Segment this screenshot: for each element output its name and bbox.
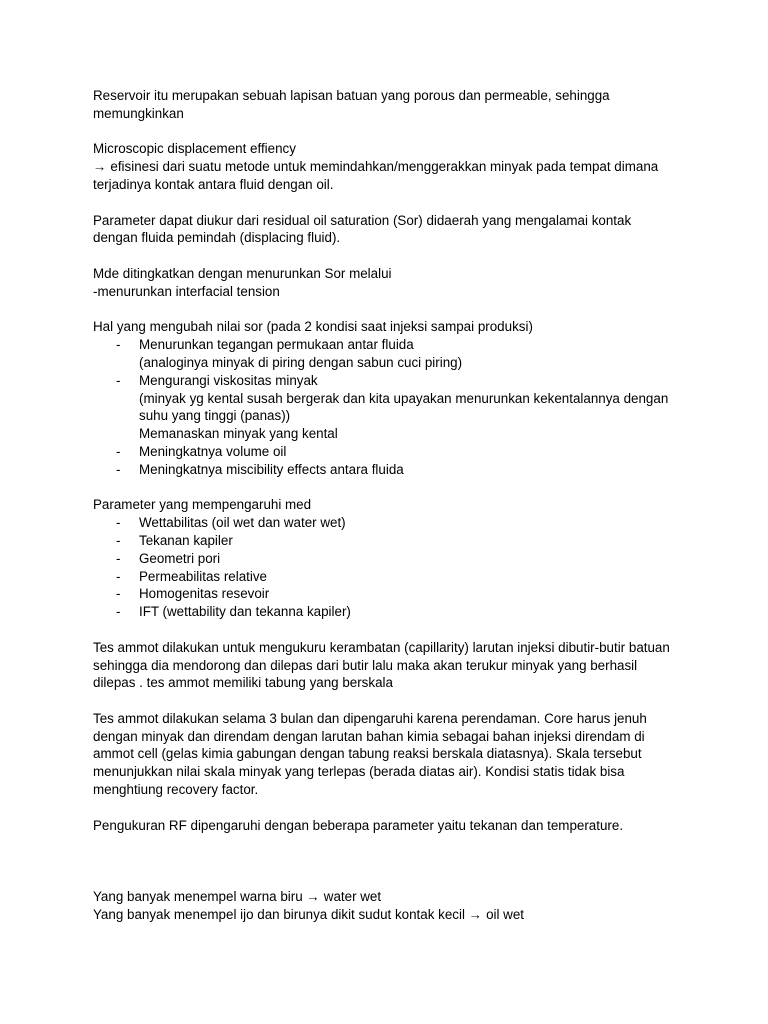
paragraph-mde-definition: → efisinesi dari suatu metode untuk memindahkan/menggerakkan minyak pada tempat dimana terjadinya kontak antara fluid dengan oil. bbox=[93, 159, 659, 192]
paragraph-mde-increase-sub: -menurunkan interfacial tension bbox=[93, 283, 280, 299]
paragraph-water-wet: Yang banyak menempel warna biru → water wet bbox=[93, 888, 382, 904]
heading-mde: Microscopic displacement effiency bbox=[93, 141, 296, 157]
list-item: - Tekanan kapiler bbox=[93, 532, 673, 550]
list-item: - Homogenitas resevoir bbox=[93, 585, 673, 603]
med-list bbox=[93, 514, 673, 621]
paragraph-parameter: Parameter dapat diukur dari residual oil saturation (Sor) didaerah yang mengalamai kontak dengan fluida pemindah (displacing fluid). bbox=[93, 212, 632, 246]
paragraph-oil-wet: Yang banyak menempel ijo dan birunya dikit sudut kontak kecil → oil wet bbox=[93, 906, 525, 922]
paragraph-ammot-1: Tes ammot dilakukan untuk mengukuru kerambatan (capillarity) larutan injeksi dibutir-butir batuan sehingga dia mendorong dan dilepas dari butir lalu maka akan terukur minyak yang berhasil dilepas . tes ammot memiliki tabung yang berskala bbox=[93, 639, 670, 691]
list-item: - IFT (wettability dan tekanna kapiler) bbox=[93, 603, 673, 621]
list-item-note: (minyak yg kental susah bergerak dan kita upayakan menurunkan kekentalannya dengan suhu yang tinggi (panas)) bbox=[139, 390, 669, 424]
document-body bbox=[93, 87, 673, 923]
arrow-icon: → bbox=[93, 159, 107, 175]
paragraph-mde-increase: Mde ditingkatkan dengan menurunkan Sor melalui bbox=[93, 265, 392, 281]
paragraph-ammot-2: Tes ammot dilakukan selama 3 bulan dan dipengaruhi karena perendaman. Core harus jenuh dengan minyak dan direndam dengan larutan bahan kimia sebagai bahan injeksi direndam di ammot cell (gelas kimia gabungan dengan tabung reaksi berskala diatasnya). Skala tersebut menunjukkan nilai skala minyak yang terlepas (berada diatas air). Kondisi statis tidak bisa menghtiung recovery factor. bbox=[93, 710, 647, 798]
paragraph-reservoir: Reservoir itu merupakan sebuah lapisan batuan yang porous dan permeable, sehingga memungkinkan bbox=[93, 88, 610, 121]
list-item: - Geometri pori bbox=[93, 550, 673, 568]
list-item-note: Memanaskan minyak yang kental bbox=[139, 426, 338, 442]
list-item: - Permeabilitas relative bbox=[93, 568, 673, 586]
list-item: - Mengurangi viskositas minyak bbox=[93, 372, 673, 390]
sor-list bbox=[93, 336, 673, 354]
list-item: - Meningkatnya miscibility effects antara fluida bbox=[93, 461, 673, 479]
list-item: - Menurunkan tegangan permukaan antar fluida bbox=[93, 336, 673, 354]
list-item: - Wettabilitas (oil wet dan water wet) bbox=[93, 514, 673, 532]
paragraph-rf: Pengukuran RF dipengaruhi dengan beberapa parameter yaitu tekanan dan temperature. bbox=[93, 817, 624, 833]
arrow-icon: → bbox=[468, 906, 483, 922]
heading-sor: Hal yang mengubah nilai sor (pada 2 kondisi saat injeksi sampai produksi) bbox=[93, 319, 533, 335]
list-item: - Meningkatnya volume oil bbox=[93, 443, 673, 461]
heading-med: Parameter yang mempengaruhi med bbox=[93, 497, 312, 513]
arrow-icon: → bbox=[306, 888, 320, 904]
list-item-note: (analoginya minyak di piring dengan sabun cuci piring) bbox=[139, 354, 463, 370]
